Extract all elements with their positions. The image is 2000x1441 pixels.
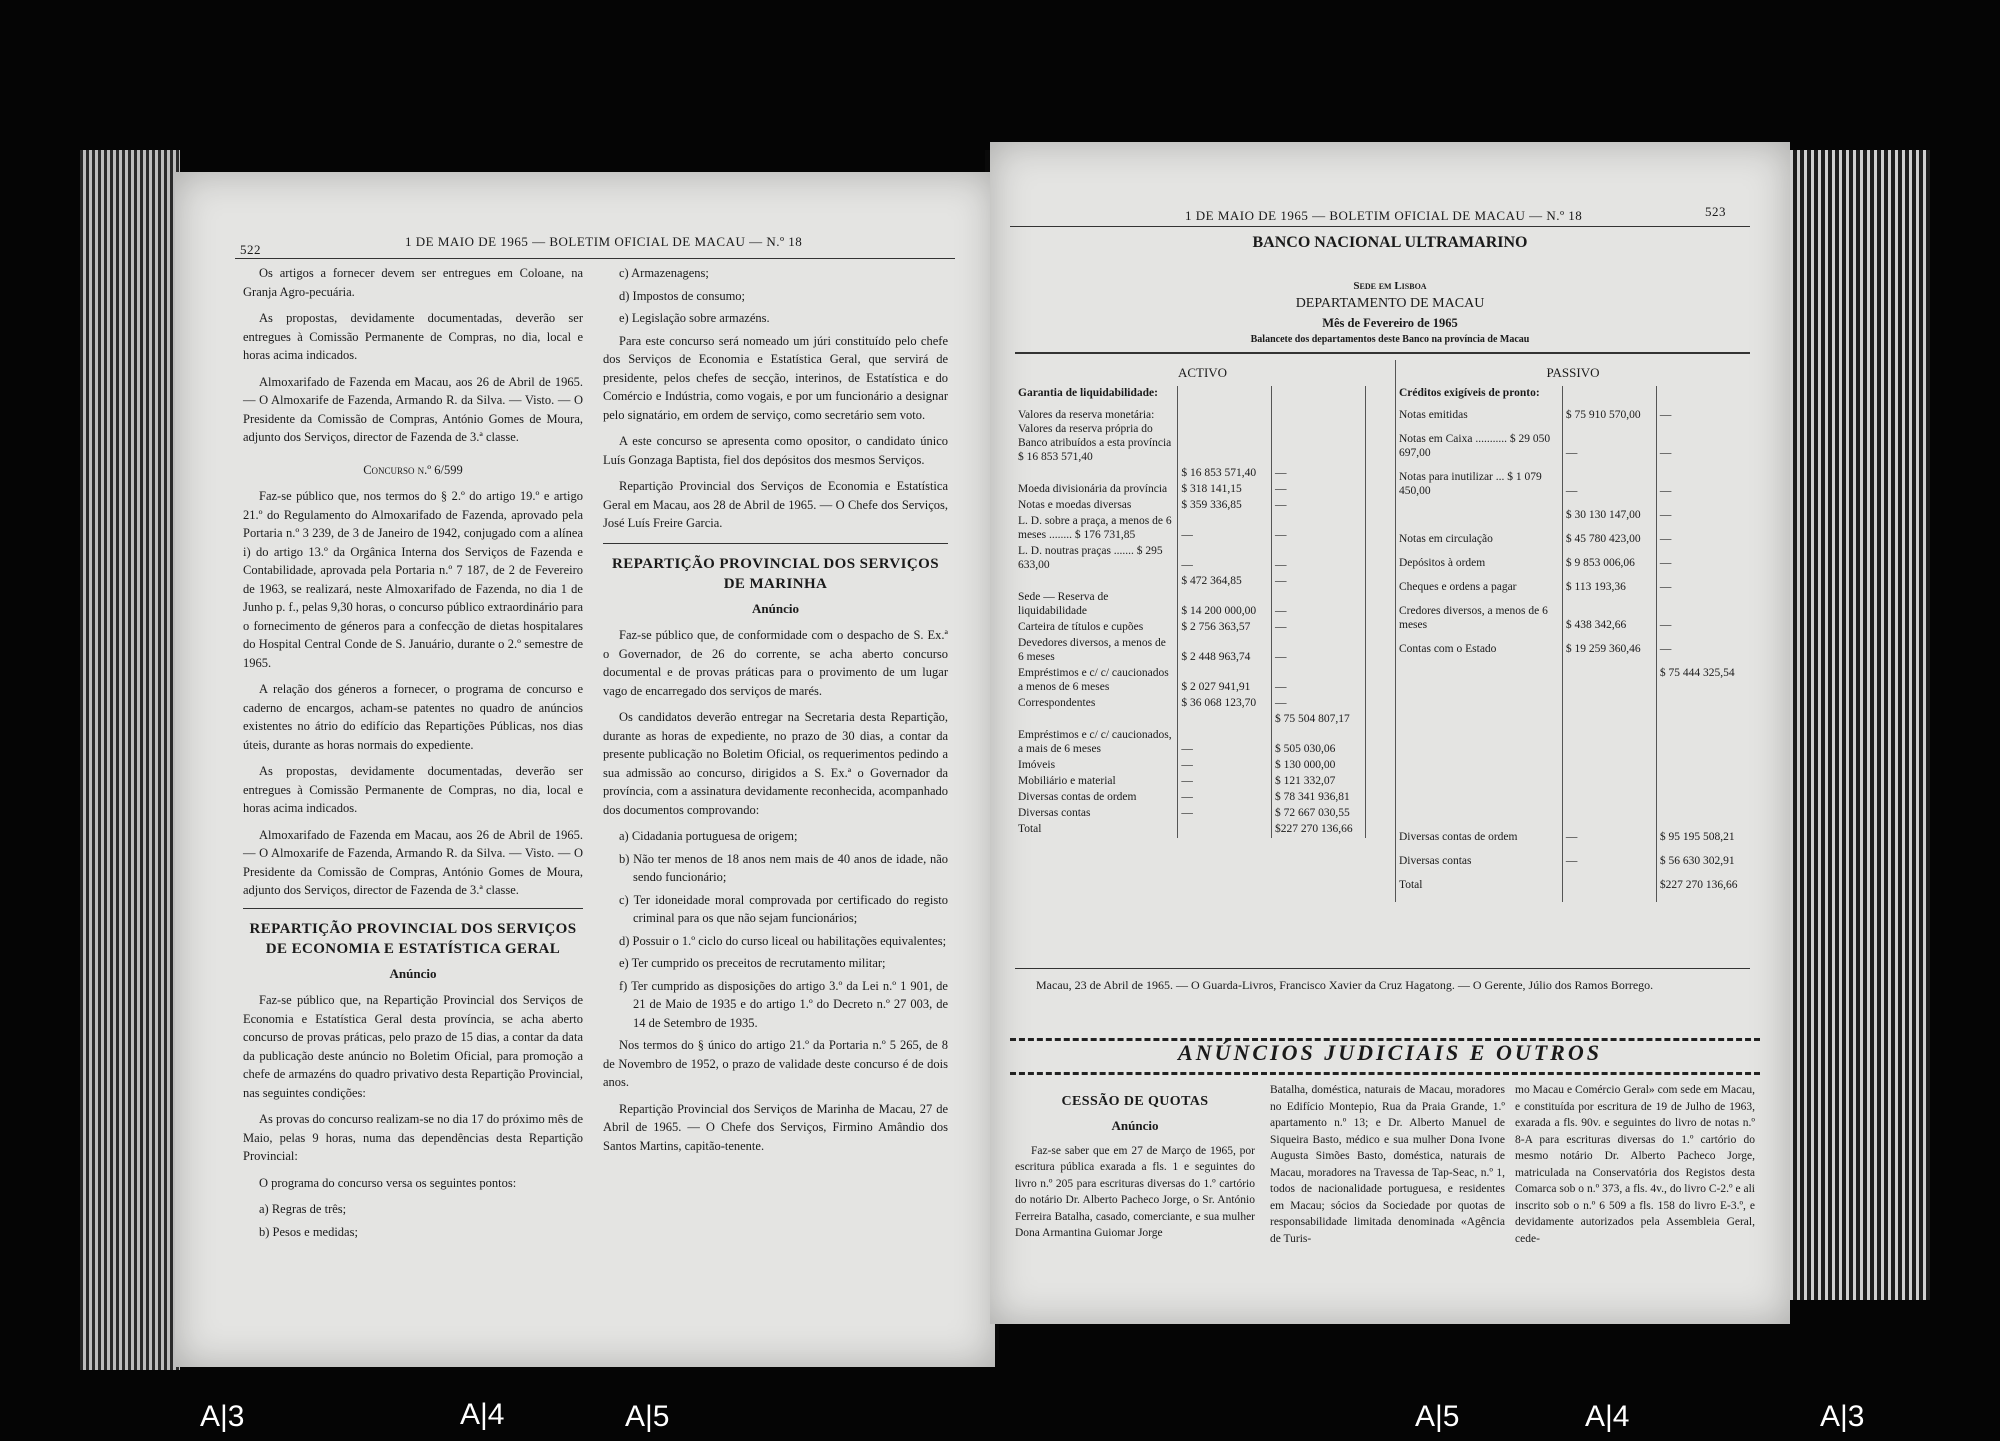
row-value: — xyxy=(1272,498,1366,514)
activo-row xyxy=(1015,806,1390,822)
row-label: Imóveis xyxy=(1018,759,1056,771)
activo-row xyxy=(1015,666,1390,696)
activo-row xyxy=(1015,590,1390,620)
department-title: DEPARTAMENTO DE MACAU xyxy=(1295,296,1485,311)
row-value xyxy=(1365,790,1390,806)
activo-row xyxy=(1015,790,1390,806)
activo-row xyxy=(1015,712,1390,728)
passivo-row xyxy=(1396,830,1751,854)
row-value: $ 2 027 941,91 xyxy=(1178,666,1272,696)
row-value: $ 75 444 325,54 xyxy=(1656,666,1750,830)
row-value xyxy=(1365,806,1390,822)
row-label xyxy=(1015,574,1178,590)
film-mark: A|5 xyxy=(625,1400,670,1433)
paragraph: O programa do concurso versa os seguintes pontos: xyxy=(259,1175,517,1190)
row-value: — xyxy=(1656,642,1750,666)
left-column xyxy=(243,264,583,1245)
row-value: — xyxy=(1562,830,1656,854)
row-label: Credores diversos, a menos de 6 meses xyxy=(1396,604,1563,642)
row-value: — xyxy=(1272,696,1366,712)
list-item: c) Armazenagens; xyxy=(619,266,709,280)
judicial-ads-heading: ANÚNCIOS JUDICIAIS E OUTROS xyxy=(1178,1040,1602,1065)
activo-row xyxy=(1015,408,1390,466)
activo-row xyxy=(1015,758,1390,774)
passivo-row xyxy=(1396,532,1751,556)
list-item: b) Não ter menos de 18 anos nem mais de 40 anos de idade, não sendo funcionário; xyxy=(619,851,948,884)
table-top-rule xyxy=(1015,352,1750,354)
activo-row xyxy=(1015,482,1390,498)
row-value: — xyxy=(1178,514,1272,544)
row-value: $ 2 448 963,74 xyxy=(1178,636,1272,666)
row-value xyxy=(1562,666,1656,830)
passivo-row xyxy=(1396,854,1751,878)
row-label: Diversas contas de ordem xyxy=(1018,791,1137,803)
row-value: — xyxy=(1272,636,1366,666)
list-item: d) Possuir o 1.º ciclo do curso liceal ou habilitações equivalentes; xyxy=(619,933,947,948)
paragraph: Faz-se público que, de conformidade com o despacho de S. Ex.ª o Governador, de 26 do corrente, se acha aberto concurso documental e de provas práticas para o provimento de um lugar vago de encarregado dos serviços de marés. xyxy=(603,628,948,698)
page-number: 523 xyxy=(1705,204,1726,219)
header-rule xyxy=(235,258,955,259)
month-title: Mês de Fevereiro de 1965 xyxy=(1322,316,1458,330)
row-value: $ 72 667 030,55 xyxy=(1272,806,1366,822)
row-value: $ 113 193,36 xyxy=(1562,580,1656,604)
row-value xyxy=(1178,408,1272,466)
row-value: $ 19 259 360,46 xyxy=(1562,642,1656,666)
row-value xyxy=(1365,774,1390,790)
row-label: Notas em Caixa ........... $ 29 050 697,00 xyxy=(1396,432,1563,470)
passivo-row xyxy=(1396,604,1751,642)
header-rule xyxy=(1010,226,1750,227)
row-value xyxy=(1365,408,1390,466)
row-value: — xyxy=(1272,574,1366,590)
row-value: — xyxy=(1272,482,1366,498)
paragraph: Almoxarifado de Fazenda em Macau, aos 26 de Abril de 1965. — O Almoxarife de Fazenda, Armando R. da Silva. — Visto. — O Presidente da Comissão de Compras, António Gomes de Moura, adjunto dos Serviços, director de Fazenda de 3.ª classe. xyxy=(243,374,583,444)
row-label: Contas com o Estado xyxy=(1396,642,1563,666)
passivo-row xyxy=(1396,642,1751,666)
paragraph: Os candidatos deverão entregar na Secretaria desta Repartição, durante as horas de expediente, no prazo de 30 dias, a contar da presente publicação no Boletim Oficial, os requerimentos pedindo a sua admissão ao concurso, dirigidos a S. Ex.ª o Governador da província, com a assinatura devidamente reconhecida, acompanhado dos documentos comprovando: xyxy=(603,710,948,817)
row-value: — xyxy=(1656,532,1750,556)
row-label: Notas em circulação xyxy=(1396,532,1563,556)
paragraph: Nos termos do § único do artigo 21.º da Portaria n.º 5 265, de 8 de Novembro de 1952, o prazo de validade deste concurso é de dois anos. xyxy=(603,1038,948,1089)
row-label: Mobiliário e material xyxy=(1018,775,1116,787)
row-label: Moeda divisionária da província xyxy=(1018,483,1168,495)
row-value: — xyxy=(1656,508,1750,532)
row-value xyxy=(1365,636,1390,666)
row-value: $ 359 336,85 xyxy=(1178,498,1272,514)
activo-row xyxy=(1015,822,1390,838)
row-value xyxy=(1365,712,1390,728)
row-value: — xyxy=(1178,758,1272,774)
row-label: Carteira de títulos e cupões xyxy=(1018,621,1144,633)
paragraph: Repartição Provincial dos Serviços de Economia e Estatística Geral em Macau, aos 28 de Abril de 1965. — O Chefe dos Serviços, José Luís Freire Garcia. xyxy=(603,479,948,530)
row-value: — xyxy=(1562,854,1656,878)
activo-heading: ACTIVO xyxy=(1177,365,1228,380)
activo-row xyxy=(1015,728,1390,758)
row-label: Valores da reserva monetária: Valores da reserva própria do Banco atribuídos a esta província $ 16 853 571,40 xyxy=(1018,409,1172,463)
activo-row xyxy=(1015,466,1390,482)
activo-row xyxy=(1015,498,1390,514)
signature-text: Macau, 23 de Abril de 1965. — O Guarda-Livros, Francisco Xavier da Cruz Hagatong. — O Gerente, Júlio dos Ramos Borrego. xyxy=(1036,978,1654,992)
paragraph: Faz-se público que, na Repartição Provincial dos Serviços de Economia e Estatística Geral desta província, se acha aberto concurso de provas práticas, pelo prazo de 15 dias, a contar da data da publicação deste anúncio no Boletim Oficial, para promoção a chefe de armazéns do quadro privativo desta Repartição Provincial, nas seguintes condições: xyxy=(243,993,583,1100)
row-value: — xyxy=(1272,590,1366,620)
film-mark: A|3 xyxy=(1820,1400,1865,1433)
creditos-heading: Créditos exigíveis de pronto: xyxy=(1396,386,1563,408)
row-value xyxy=(1365,666,1390,696)
row-value: $ 45 780 423,00 xyxy=(1562,532,1656,556)
page-header: 1 DE MAIO DE 1965 — BOLETIM OFICIAL DE MACAU — N.º 18 xyxy=(405,234,803,249)
row-label: Notas emitidas xyxy=(1396,408,1563,432)
activo-row xyxy=(1015,544,1390,574)
list-item: f) Ter cumprido as disposições do artigo 3.º da Lei n.º 1 901, de 21 de Maio de 1935 e do artigo 1.º do Decreto n.º 27 003, de 14 de Setembro de 1935. xyxy=(619,978,948,1030)
cessao-column-3 xyxy=(1515,1082,1755,1255)
book-right-page-edges xyxy=(1790,150,1930,1300)
row-value: — xyxy=(1272,466,1366,482)
activo-row xyxy=(1015,514,1390,544)
row-value: — xyxy=(1656,408,1750,432)
row-value xyxy=(1178,822,1272,838)
signature-line xyxy=(1020,976,1755,1003)
row-label: Empréstimos e c/ c/ caucionados a menos de 6 meses xyxy=(1018,667,1169,693)
row-value: $227 270 136,66 xyxy=(1656,878,1750,902)
section-rule xyxy=(603,543,948,544)
table-bottom-rule xyxy=(1015,968,1750,969)
paragraph: Para este concurso será nomeado um júri constituído pelo chefe dos Serviços de Economia e Estatística Geral, que servirá de presidente, pelos chefes de secção, interinos, de Estatística e do Comércio e Indústria, como vogais, e por um funcionário a designar pelo signatário, em ordem de serviço, como secretário sem voto. xyxy=(603,333,948,422)
right-page xyxy=(990,142,1790,1324)
list-item: e) Legislação sobre armazéns. xyxy=(619,311,770,325)
bank-name: BANCO NACIONAL ULTRAMARINO xyxy=(1252,234,1528,251)
row-value: — xyxy=(1656,604,1750,642)
row-label xyxy=(1015,466,1178,482)
passivo-table xyxy=(1395,360,1750,902)
row-value: $ 16 853 571,40 xyxy=(1178,466,1272,482)
anuncio-heading: Anúncio xyxy=(389,965,437,981)
row-value: $227 270 136,66 xyxy=(1272,822,1366,838)
row-value xyxy=(1365,466,1390,482)
row-label: Depósitos à ordem xyxy=(1396,556,1563,580)
row-value: $ 121 332,07 xyxy=(1272,774,1366,790)
row-label: Devedores diversos, a menos de 6 meses xyxy=(1018,637,1166,663)
list-item: d) Impostos de consumo; xyxy=(619,288,746,303)
page-header: 1 DE MAIO DE 1965 — BOLETIM OFICIAL DE MACAU — N.º 18 xyxy=(1185,208,1583,223)
paragraph: Os artigos a fornecer devem ser entregues em Coloane, na Granja Agro-pecuária. xyxy=(243,266,583,299)
row-label xyxy=(1396,666,1563,830)
paragraph: Faz-se saber que em 27 de Março de 1965, por escritura pública exarada a fls. 1 e seguintes do livro n.º 205 para escrituras diversas do 1.º cartório do notário Dr. Alberto Pacheco Jorge, o Sr. António Ferreira Batalha, casado, comerciante, e sua mulher Dona Armantina Guiomar Jorge xyxy=(1015,1144,1255,1239)
row-value: $ 56 630 302,91 xyxy=(1656,854,1750,878)
row-value xyxy=(1178,712,1272,728)
passivo-heading: PASSIVO xyxy=(1396,360,1751,386)
row-value xyxy=(1365,620,1390,636)
row-value: — xyxy=(1272,544,1366,574)
passivo-row xyxy=(1396,666,1751,830)
row-value: $ 30 130 147,00 xyxy=(1562,508,1656,532)
row-value xyxy=(1272,408,1366,466)
row-label: Notas para inutilizar ... $ 1 079 450,00 xyxy=(1396,470,1563,508)
row-label xyxy=(1015,712,1178,728)
row-value: $ 14 200 000,00 xyxy=(1178,590,1272,620)
row-label: Empréstimos e c/ c/ caucionados, a mais de 6 meses xyxy=(1018,729,1172,755)
row-value xyxy=(1365,758,1390,774)
concurso-heading: Concurso n.º 6/599 xyxy=(363,462,463,477)
row-value: — xyxy=(1178,728,1272,758)
row-value: $ 438 342,66 xyxy=(1562,604,1656,642)
paragraph: As provas do concurso realizam-se no dia 17 do próximo mês de Maio, pelas 9 horas, numa das dependências desta Repartição Provincial: xyxy=(243,1112,583,1163)
row-label: L. D. noutras praças ....... $ 295 633,00 xyxy=(1018,545,1163,571)
row-label: Diversas contas xyxy=(1018,807,1091,819)
row-value: $ 75 504 807,17 xyxy=(1272,712,1366,728)
activo-table xyxy=(1015,360,1390,838)
anuncio-heading: Anúncio xyxy=(1111,1118,1159,1133)
passivo-row xyxy=(1396,580,1751,604)
bank-seat: Sede em Lisboa xyxy=(1353,280,1427,292)
row-value: $ 95 195 508,21 xyxy=(1656,830,1750,854)
row-value: $ 130 000,00 xyxy=(1272,758,1366,774)
row-value: $ 36 068 123,70 xyxy=(1178,696,1272,712)
cessao-column-1 xyxy=(1015,1082,1255,1250)
row-value: — xyxy=(1178,790,1272,806)
paragraph: Batalha, doméstica, naturais de Macau, moradores no Edifício Montepio, Rua da Praia Grande, 1.º apartamento n.º 13; e Dr. Alberto Manuel de Siqueira Basto, médico e sua mulher Dona Ivone Augusta Simões Basto, doméstica, naturais de Macau, moradores na Travessa de Tap-Seac, n.º 1, todos de nacionalidade portuguesa, e residentes em Macau; sócios da Sociedade por quotas de responsabilidade limitada denominada «Agência de Turis- xyxy=(1270,1084,1505,1245)
row-value xyxy=(1365,822,1390,838)
row-value xyxy=(1365,544,1390,574)
paragraph: Almoxarifado de Fazenda em Macau, aos 26 de Abril de 1965. — O Almoxarife de Fazenda, Armando R. da Silva. — Visto. — O Presidente da Comissão de Compras, António Gomes de Moura, adjunto dos Serviços, director de Fazenda de 3.ª classe. xyxy=(243,827,583,897)
row-value xyxy=(1365,574,1390,590)
balancete-title: Balancete dos departamentos deste Banco na província de Macau xyxy=(1250,334,1530,345)
paragraph: A este concurso se apresenta como opositor, o candidato único Luís Gonzaga Baptista, fiel dos depósitos dos mesmos Serviços. xyxy=(603,434,948,467)
activo-row xyxy=(1015,696,1390,712)
list-item: c) Ter idoneidade moral comprovada por certificado do registo criminal para os que não sejam funcionários; xyxy=(619,892,948,925)
row-label: Correspondentes xyxy=(1018,697,1096,709)
row-label: Cheques e ordens a pagar xyxy=(1396,580,1563,604)
row-label: Total xyxy=(1396,878,1563,902)
row-value: — xyxy=(1178,774,1272,790)
row-value: $ 9 853 006,06 xyxy=(1562,556,1656,580)
row-value: $ 75 910 570,00 xyxy=(1562,408,1656,432)
passivo-row xyxy=(1396,470,1751,508)
passivo-row xyxy=(1396,878,1751,902)
row-value xyxy=(1365,696,1390,712)
paragraph: As propostas, devidamente documentadas, deverão ser entregues à Comissão Permanente de Compras, no dia, local e horas acima indicados. xyxy=(243,764,583,815)
cessao-heading: CESSÃO DE QUOTAS xyxy=(1061,1094,1209,1109)
right-column xyxy=(603,264,948,1163)
row-value: — xyxy=(1656,432,1750,470)
passivo-row xyxy=(1396,408,1751,432)
activo-row xyxy=(1015,774,1390,790)
paragraph: A relação dos géneros a fornecer, o programa de concurso e caderno de encargos, acham-se patentes no quadro de anúncios existentes no átrio do edifício das Repartições Públicas, nos dias úteis, durante as horas normais do expediente. xyxy=(243,682,583,752)
book-left-page-edges xyxy=(80,150,180,1370)
row-value: $ 472 364,85 xyxy=(1178,574,1272,590)
film-mark: A|4 xyxy=(460,1398,505,1431)
dashed-rule xyxy=(1010,1072,1760,1075)
row-value xyxy=(1365,498,1390,514)
film-mark: A|3 xyxy=(200,1400,245,1433)
row-value: — xyxy=(1656,556,1750,580)
row-value xyxy=(1562,878,1656,902)
row-value: $ 78 341 936,81 xyxy=(1272,790,1366,806)
row-label: Sede — Reserva de liquidabilidade xyxy=(1018,591,1109,617)
film-mark: A|4 xyxy=(1585,1400,1630,1433)
row-value: $ 505 030,06 xyxy=(1272,728,1366,758)
row-value: — xyxy=(1562,432,1656,470)
row-label: Diversas contas de ordem xyxy=(1396,830,1563,854)
activo-row xyxy=(1015,636,1390,666)
row-value: — xyxy=(1272,514,1366,544)
row-value: $ 2 756 363,57 xyxy=(1178,620,1272,636)
row-value: — xyxy=(1562,470,1656,508)
row-value xyxy=(1365,728,1390,758)
section-heading: REPARTIÇÃO PROVINCIAL DOS SERVIÇOS DE MARINHA xyxy=(612,555,939,592)
activo-row xyxy=(1015,620,1390,636)
row-value: — xyxy=(1178,544,1272,574)
page-number: 522 xyxy=(240,242,261,257)
section-heading: REPARTIÇÃO PROVINCIAL DOS SERVIÇOS DE ECONOMIA E ESTATÍSTICA GERAL xyxy=(249,920,577,957)
row-value xyxy=(1365,482,1390,498)
row-value: $ 318 141,15 xyxy=(1178,482,1272,498)
row-value xyxy=(1365,590,1390,620)
row-value: — xyxy=(1656,580,1750,604)
row-value: — xyxy=(1272,666,1366,696)
section-rule xyxy=(243,908,583,909)
list-item: b) Pesos e medidas; xyxy=(259,1224,358,1239)
left-page xyxy=(175,172,995,1367)
activo-row xyxy=(1015,574,1390,590)
row-label xyxy=(1396,508,1563,532)
list-item: a) Regras de três; xyxy=(259,1202,347,1216)
garantia-heading: Garantia de liquidabilidade: xyxy=(1018,387,1158,399)
row-label: Total xyxy=(1018,823,1042,835)
passivo-row xyxy=(1396,556,1751,580)
list-item: e) Ter cumprido os preceitos de recrutamento militar; xyxy=(619,956,886,970)
passivo-row xyxy=(1396,508,1751,532)
row-value: — xyxy=(1272,620,1366,636)
row-value: — xyxy=(1178,806,1272,822)
list-item: a) Cidadania portuguesa de origem; xyxy=(619,829,798,843)
row-label: L. D. sobre a praça, a menos de 6 meses ........ $ 176 731,85 xyxy=(1018,515,1172,541)
anuncio-heading: Anúncio xyxy=(752,600,799,616)
passivo-row xyxy=(1396,432,1751,470)
film-mark: A|5 xyxy=(1415,1400,1460,1433)
row-label: Diversas contas xyxy=(1396,854,1563,878)
cessao-column-2 xyxy=(1270,1082,1505,1255)
row-value: — xyxy=(1656,470,1750,508)
row-label: Notas e moedas diversas xyxy=(1018,499,1132,511)
paragraph: mo Macau e Comércio Geral» com sede em Macau, e constituída por escritura de 19 de Julho de 1963, exarada a fls. 90v. e seguintes do livro de notas n.º 8-A para escrituras diversas do 1.º cartório do mesmo notário Dr. Alberto Pacheco Jorge, matriculada na Conservatória dos Registos desta Comarca sob o n.º 373, a fls. 4v., do livro C-2.º e ali inscrito sob o n.º 6 509 a fls. 158 do livro E-3.º, e devidamente autorizados pela Assembleia Geral, cede- xyxy=(1515,1084,1755,1245)
paragraph: Faz-se público que, nos termos do § 2.º do artigo 19.º e artigo 21.º do Regulamento do Almoxarifado de Fazenda, aprovado pela Portaria n.º 3 239, de 3 de Janeiro de 1942, conjugado com a alínea i) do artigo 13.º da Orgânica Interna dos Serviços de Fazenda e Contabilidade, aprovada pela Portaria n.º 7 187, de 2 de Fevereiro de 1963, se realizará, neste Almoxarifado de Fazenda, no dia 1 de Junho p. f., pelas 9,30 horas, o concurso público extraordinário para o fornecimento de géneros para a confecção de dietas hospitalares do Hospital Central Conde de S. Januário, durante o 2.º semestre de 1965. xyxy=(243,489,583,670)
paragraph: Repartição Provincial dos Serviços de Marinha de Macau, 27 de Abril de 1965. — O Chefe dos Serviços, Firmino Amândio dos Santos Martins, capitão-tenente. xyxy=(603,1101,948,1153)
paragraph: As propostas, devidamente documentadas, deverão ser entregues à Comissão Permanente de Compras, no dia, local e horas acima indicados. xyxy=(243,311,583,362)
row-value xyxy=(1365,514,1390,544)
